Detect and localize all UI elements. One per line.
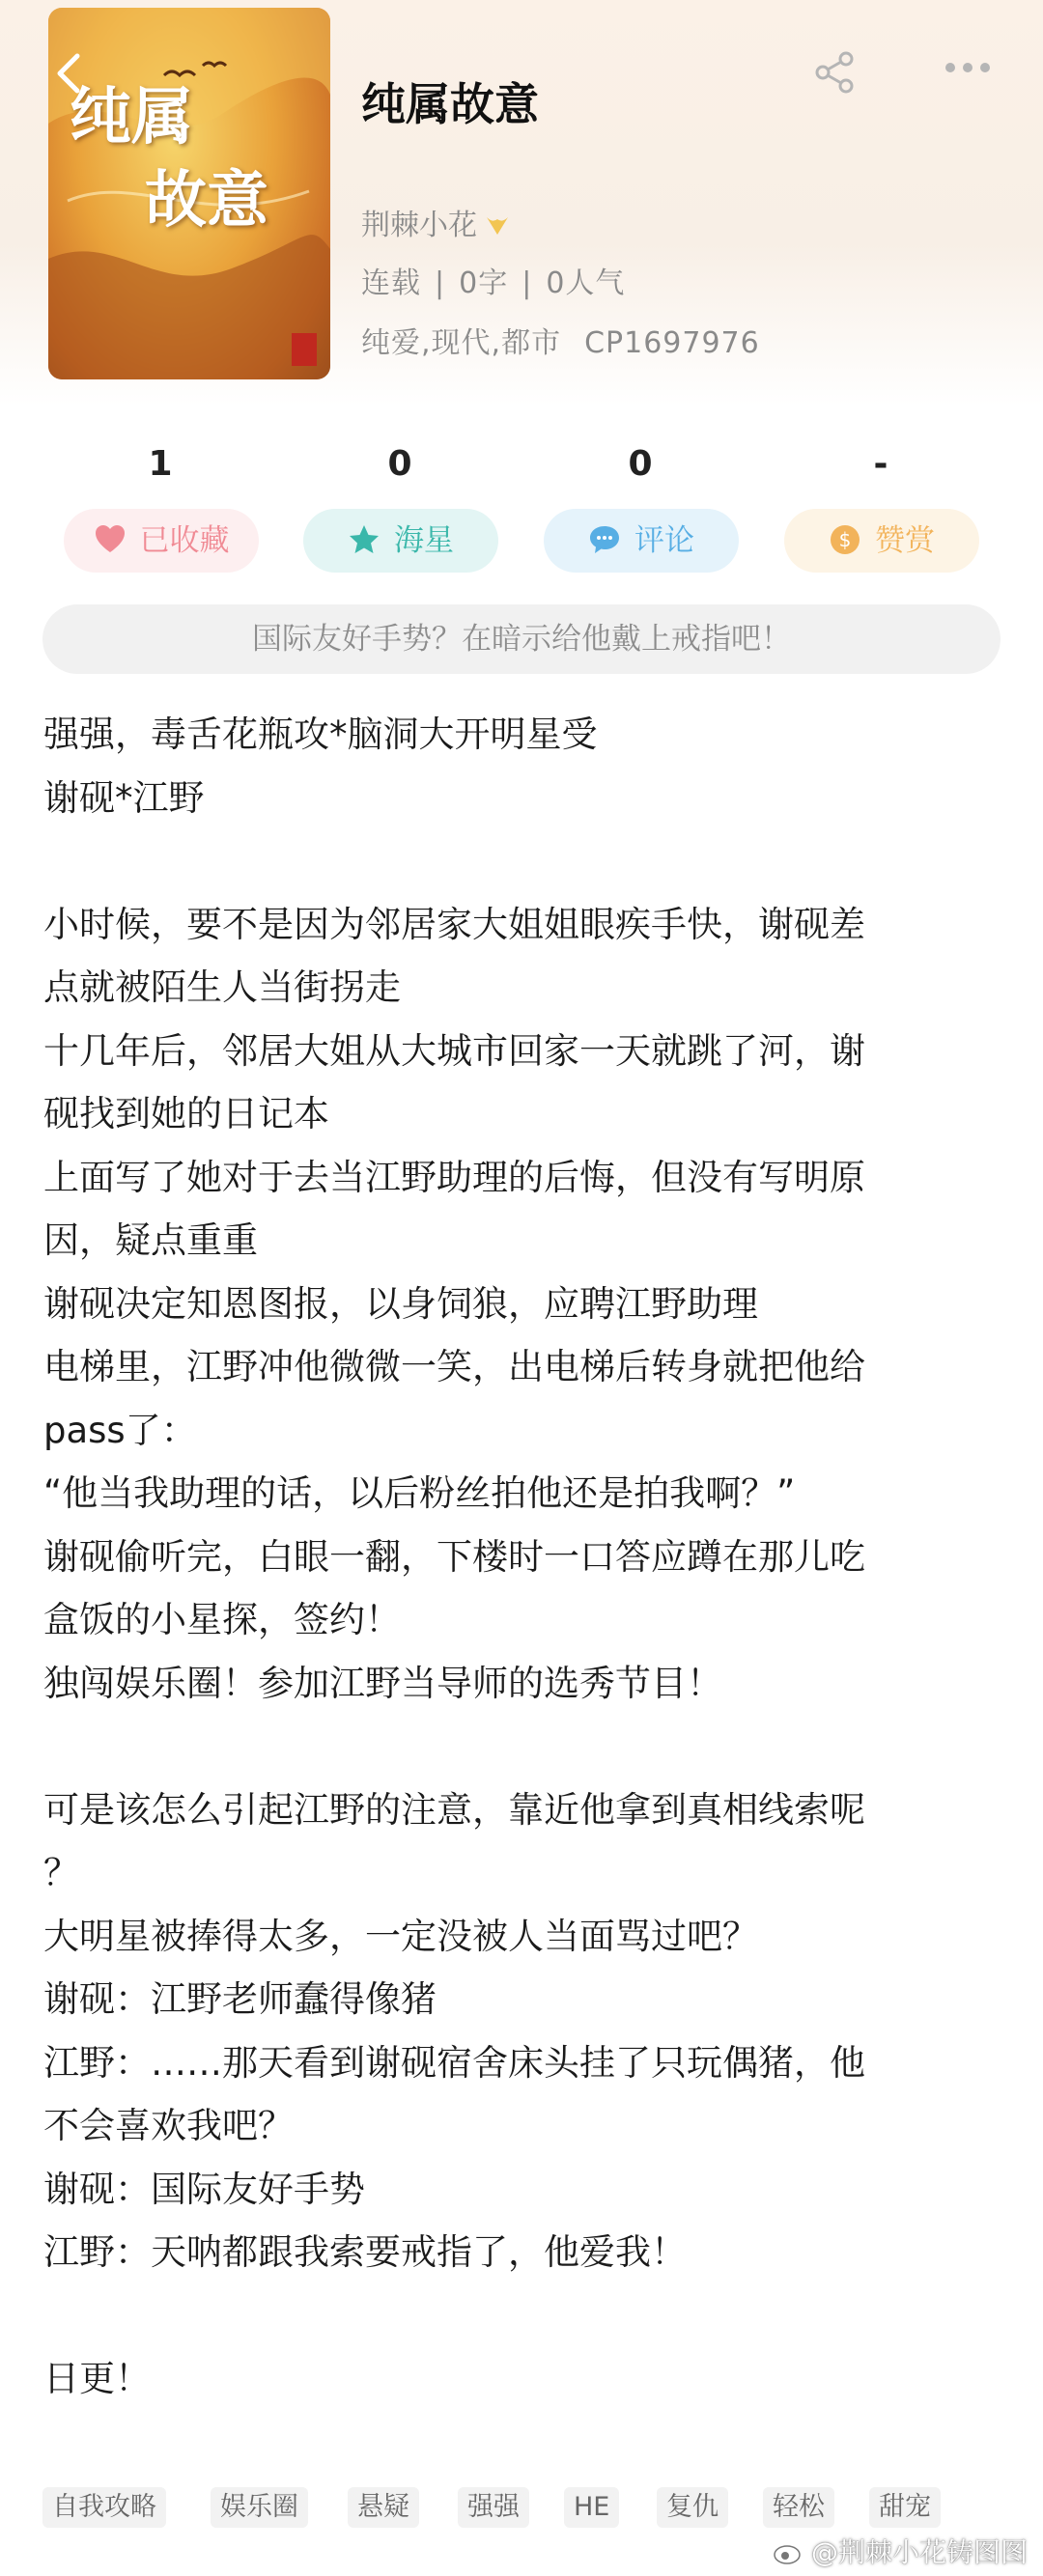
- description-line: 独闯娱乐圈！参加江野当导师的选秀节目！: [43, 1662, 722, 1704]
- reward-button[interactable]: [784, 509, 979, 573]
- description-line: 盒饭的小星探，签约！: [43, 1599, 401, 1640]
- tag-chip[interactable]: 悬疑: [348, 2487, 419, 2528]
- word-count: 0字: [459, 266, 509, 300]
- description-line: 电梯里，江野冲他微微一笑，出电梯后转身就把他给: [43, 1346, 865, 1387]
- coin-icon: [829, 523, 861, 556]
- description-line: 日更！: [43, 2358, 151, 2399]
- favorite-label: 已收藏: [139, 523, 230, 558]
- genre-row: [361, 319, 760, 361]
- verified-badge-icon: [483, 210, 512, 238]
- cp-code: CP1697976: [584, 326, 760, 360]
- tag-chip[interactable]: 甜宠: [869, 2487, 941, 2528]
- svg-text:$: $: [838, 528, 852, 551]
- share-button[interactable]: [813, 50, 858, 95]
- description-line: 小时候，要不是因为邻居家大姐姐眼疾手快，谢砚差: [43, 903, 865, 945]
- reward-count: -: [873, 444, 888, 484]
- description-line: pass了：: [43, 1409, 197, 1451]
- cover-title-line1: 纯属: [70, 81, 193, 154]
- starfish-button[interactable]: [303, 509, 498, 573]
- description-line: 谢砚：江野老师蠢得像猪: [43, 1978, 437, 2020]
- star-icon: [348, 523, 381, 556]
- description-line: 上面写了她对于去当江野助理的后悔，但没有写明原: [43, 1156, 865, 1198]
- weibo-watermark: [773, 2532, 1028, 2570]
- book-description: [43, 703, 1004, 2411]
- comment-button[interactable]: [544, 509, 739, 573]
- description-line: 强强，毒舌花瓶攻*脑洞大开明星受: [43, 714, 598, 755]
- tag-chip[interactable]: 轻松: [763, 2487, 834, 2528]
- popularity-count: 0人气: [546, 266, 626, 300]
- description-line: 砚找到她的日记本: [43, 1093, 329, 1134]
- heart-icon: [94, 523, 127, 556]
- more-button[interactable]: [943, 56, 993, 79]
- book-title: 纯属故意: [361, 78, 539, 130]
- book-meta: 连载 | 0字 | 0人气: [361, 266, 626, 300]
- description-line: 大明星被捧得太多，一定没被人当面骂过吧？: [43, 1915, 758, 1957]
- description-line: [43, 829, 1004, 893]
- author-name[interactable]: 荆棘小花: [361, 209, 477, 242]
- favorite-button[interactable]: [64, 509, 259, 573]
- reward-label: 赞赏: [875, 523, 935, 558]
- tag-chip[interactable]: 娱乐圈: [211, 2487, 308, 2528]
- watermark-text: @荆棘小花铸图图: [811, 2536, 1029, 2568]
- description-line: 谢砚*江野: [43, 776, 205, 819]
- genre-list: 纯爱,现代,都市: [361, 326, 562, 360]
- description-line: 因，疑点重重: [43, 1219, 258, 1261]
- starfish-label: 海星: [394, 523, 454, 558]
- share-icon: [813, 50, 858, 95]
- tag-chip[interactable]: HE: [564, 2487, 619, 2528]
- comment-icon: [588, 523, 621, 556]
- book-cover[interactable]: [48, 8, 330, 379]
- description-line: “他当我助理的话，以后粉丝拍他还是拍我啊？”: [43, 1472, 796, 1514]
- description-line: 不会喜欢我吧？: [43, 2105, 294, 2146]
- description-line: 谢砚决定知恩图报，以身饲狼，应聘江野助理: [43, 1282, 758, 1325]
- description-line: 谢砚：国际友好手势: [43, 2168, 365, 2210]
- description-line: ？: [43, 1852, 79, 1893]
- weibo-icon: [773, 2538, 805, 2565]
- description-line: 十几年后，邻居大姐从大城市回家一天就跳了河，谢: [43, 1029, 865, 1072]
- promo-banner[interactable]: 国际友好手势？在暗示给他戴上戒指吧！: [42, 604, 1001, 674]
- description-line: 谢砚偷听完，白眼一翻，下楼时一口答应蹲在那儿吃: [43, 1535, 865, 1578]
- status-label: 连载: [361, 266, 421, 300]
- description-line: 点就被陌生人当街拐走: [43, 966, 401, 1008]
- favorites-count: 1: [148, 444, 173, 484]
- comments-count: 0: [628, 444, 653, 484]
- cover-title-line2: 故意: [145, 164, 268, 237]
- cover-seal: [292, 333, 317, 366]
- tag-chip[interactable]: 复仇: [657, 2487, 728, 2528]
- description-line: 江野：天呐都跟我索要戒指了，他爱我！: [43, 2231, 687, 2273]
- description-line: 可是该怎么引起江野的注意，靠近他拿到真相线索呢: [43, 1788, 865, 1831]
- description-line: [43, 2284, 1004, 2348]
- description-line: [43, 1715, 1004, 1778]
- comment-label: 评论: [634, 523, 694, 558]
- author-row[interactable]: [361, 201, 512, 243]
- starfish-count: 0: [387, 444, 412, 484]
- tag-chip[interactable]: 强强: [458, 2487, 529, 2528]
- back-button[interactable]: [50, 50, 89, 97]
- description-line: 江野：……那天看到谢砚宿舍床头挂了只玩偶猪，他: [43, 2041, 865, 2084]
- more-dots-icon: [943, 56, 993, 79]
- back-chevron-icon: [50, 50, 89, 97]
- tag-chip[interactable]: 自我攻略: [42, 2487, 166, 2528]
